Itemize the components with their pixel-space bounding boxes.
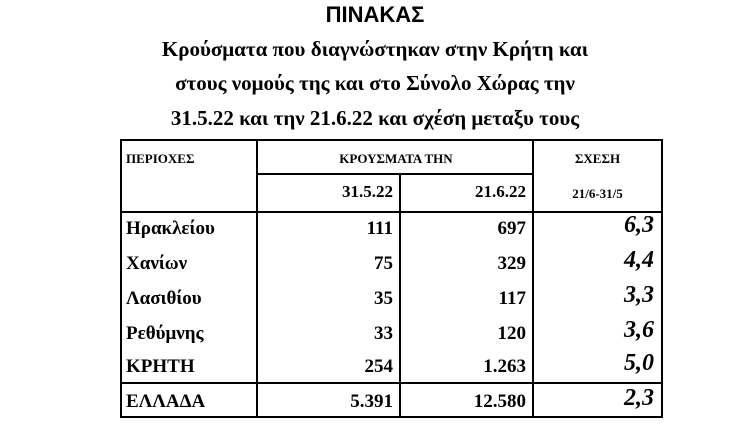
row-region: Λασιθίου	[126, 288, 202, 309]
cases-table	[120, 139, 663, 418]
row-cases-date-1: 5.391	[350, 391, 393, 412]
header-relation-range: 21/6-31/5	[572, 186, 623, 201]
row-cases-date-2: 12.580	[473, 391, 526, 412]
title-line-2: στους νομούς της και στο Σύνολο Χώρας την	[175, 71, 575, 95]
row-region: Χανίων	[126, 253, 188, 274]
row-region: Ρεθύμνης	[126, 323, 204, 344]
row-cases-date-1: 254	[364, 356, 393, 377]
row-ratio: 4,4	[624, 247, 654, 273]
total-separator-line	[122, 382, 661, 384]
row-cases-date-2: 697	[497, 218, 526, 239]
title-line-3: 31.5.22 και την 21.6.22 και σχέση μεταξυ τους	[170, 106, 580, 130]
row-cases-date-1: 35	[374, 288, 393, 309]
row-cases-date-2: 329	[497, 253, 526, 274]
row-ratio: 6,3	[624, 212, 654, 238]
header-relation: ΣΧΕΣΗ	[574, 151, 621, 166]
header-subdivider	[256, 173, 534, 175]
table-heading: ΠΙΝΑΚΑΣ	[325, 2, 425, 27]
row-cases-date-2: 117	[498, 288, 526, 309]
row-ratio: 3,6	[624, 317, 654, 343]
title-line-1: Κρούσματα που διαγνώστηκαν στην Κρήτη και	[161, 37, 589, 61]
row-cases-date-2: 120	[497, 323, 526, 344]
row-cases-date-1: 33	[374, 323, 393, 344]
row-cases-date-1: 75	[374, 253, 393, 274]
header-regions: ΠΕΡΙΟΧΕΣ	[126, 151, 195, 166]
row-ratio: 5,0	[624, 350, 654, 376]
row-cases-date-2: 1.263	[483, 356, 526, 377]
header-date-2: 21.6.22	[475, 182, 526, 201]
header-cases: ΚΡΟΥΣΜΑΤΑ ΤΗΝ	[339, 151, 453, 166]
row-region-total: ΚΡΗΤΗ	[126, 356, 195, 377]
header-date-1: 31.5.22	[342, 182, 393, 201]
row-ratio: 3,3	[624, 282, 654, 308]
row-cases-date-1: 111	[366, 218, 393, 239]
row-region-country: ΕΛΛΑΔΑ	[126, 391, 206, 412]
row-ratio: 2,3	[624, 385, 654, 411]
row-region: Ηρακλείου	[126, 218, 215, 239]
